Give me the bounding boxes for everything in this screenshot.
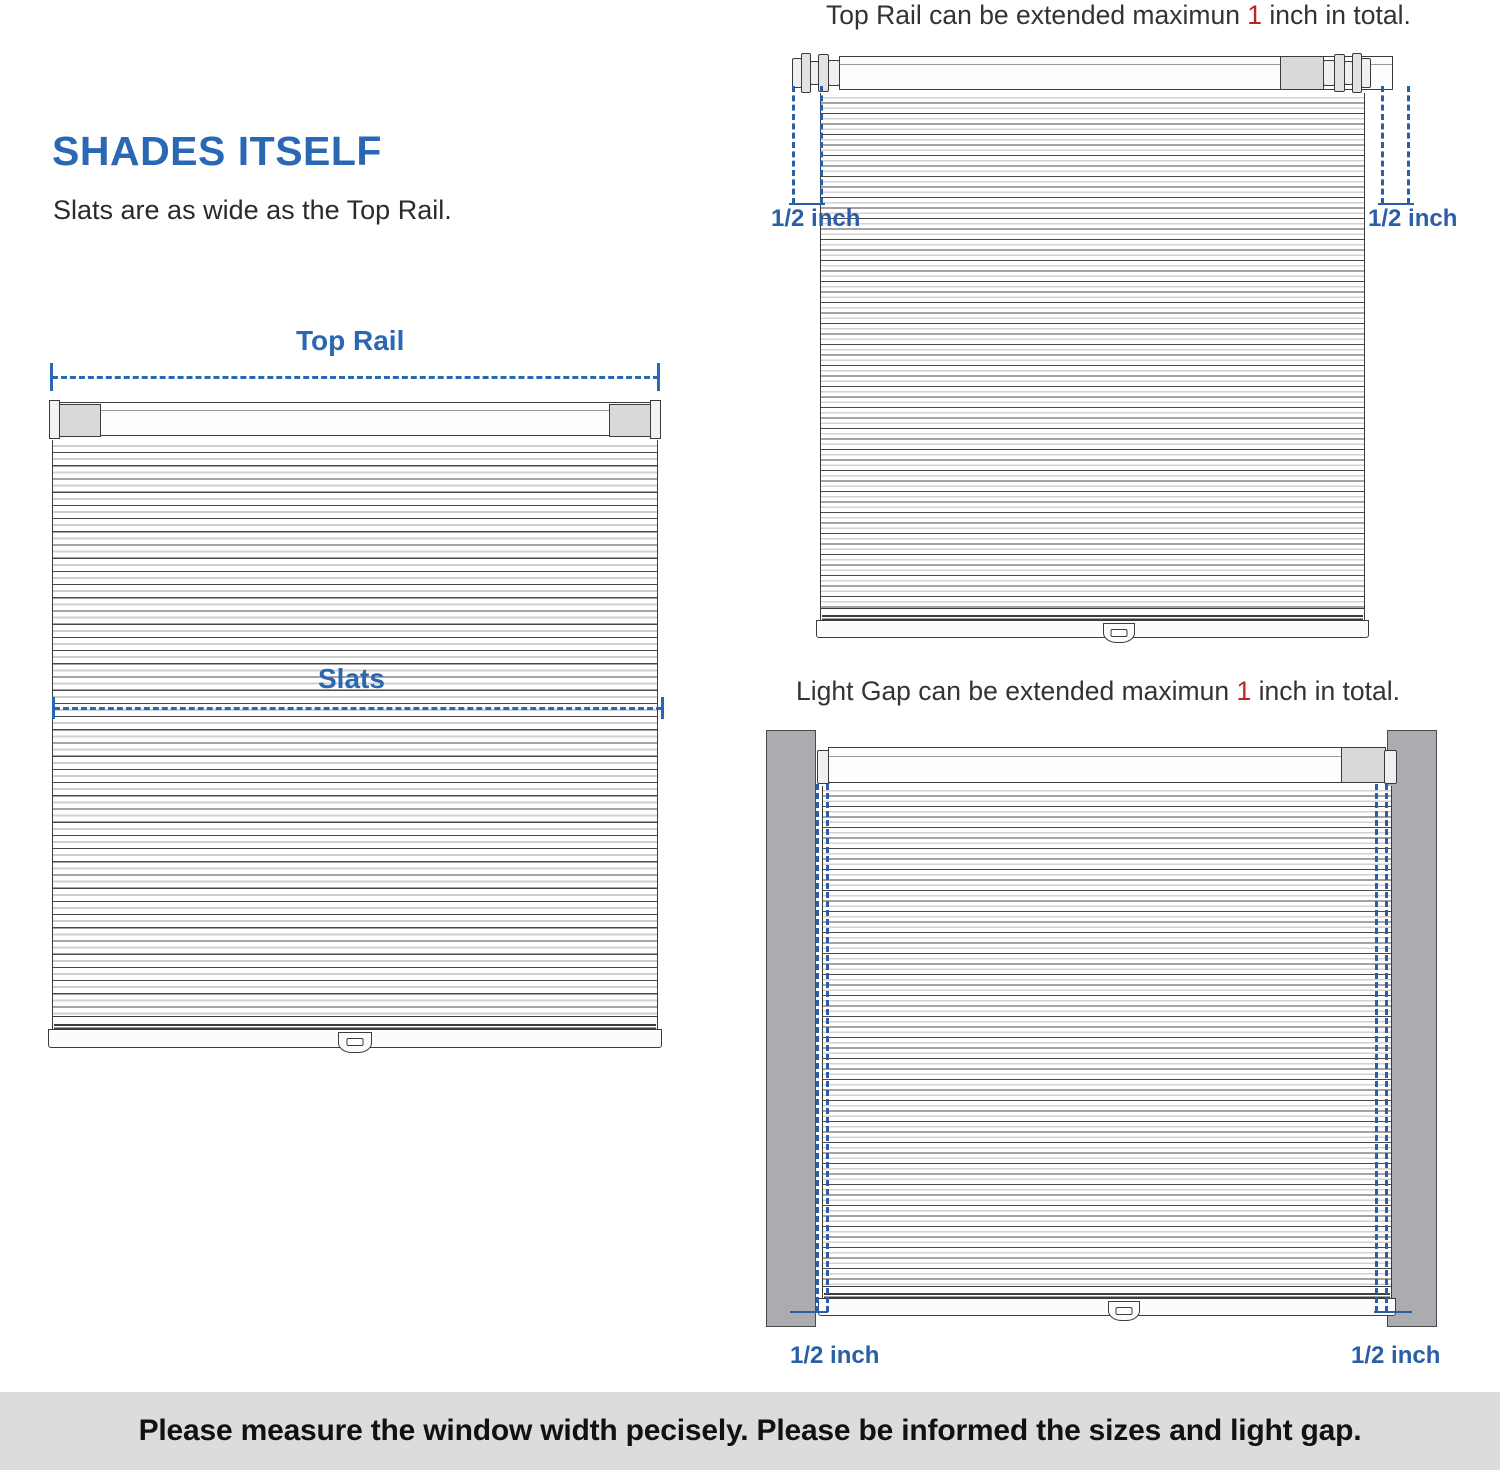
shade-slats-body	[820, 93, 1365, 613]
footer-banner	[0, 1392, 1500, 1470]
top-rail-dimension-line	[52, 376, 659, 379]
top-rail-extend-note	[826, 0, 1411, 31]
light-gap-guide-right-outer	[1385, 784, 1388, 1312]
shade-assembly-light-gap	[812, 742, 1402, 1332]
bottom-rail-handle[interactable]	[338, 1032, 372, 1053]
extension-guide-outer-left	[792, 86, 795, 204]
light-gap-guide-right-inner	[1375, 784, 1378, 1312]
gap-label-right: 1/2 inch	[1351, 1342, 1441, 1369]
note-number: 1	[1236, 676, 1252, 706]
bottom-rail-lip	[818, 1298, 1396, 1316]
extension-guide-outer-right	[1407, 86, 1410, 204]
light-gap-tick-right	[1374, 1311, 1412, 1313]
note-prefix: Light Gap can be extended maximun	[796, 676, 1237, 706]
top-rail-groove	[829, 756, 1385, 757]
window-frame-wall-left	[766, 730, 816, 1327]
bottom-rail-handle[interactable]	[1103, 623, 1135, 643]
note-number: 1	[1247, 0, 1263, 30]
top-rail-bar	[52, 402, 658, 436]
note-suffix: inch in total.	[1262, 0, 1411, 30]
shade-slats-body	[822, 786, 1392, 1291]
top-rail-endplate-right	[650, 400, 661, 439]
light-gap-tick-left	[790, 1311, 828, 1313]
page-title: SHADES ITSELF	[52, 128, 382, 174]
extension-guide-inner-right	[1381, 86, 1384, 204]
bottom-rail-lip	[816, 620, 1369, 638]
shade-assembly-extended-rail	[790, 48, 1440, 648]
slats-dimension-line	[54, 707, 662, 710]
top-rail-bracket-right	[1341, 747, 1386, 783]
shade-slats-body	[52, 440, 658, 1018]
note-suffix: inch in total.	[1251, 676, 1401, 706]
rail-endcap-right	[1384, 750, 1397, 784]
top-rail-label: Top Rail	[296, 325, 405, 356]
top-rail-bracket-right	[609, 404, 651, 437]
top-rail-bar	[828, 747, 1386, 783]
light-gap-guide-left-inner	[826, 784, 829, 1312]
slats-label: Slats	[318, 663, 385, 694]
gap-label-left: 1/2 inch	[790, 1342, 880, 1369]
light-gap-extend-note	[796, 676, 1400, 707]
gap-label-right: 1/2 inch	[1368, 205, 1458, 232]
top-rail-bracket-left	[59, 404, 101, 437]
note-prefix: Top Rail can be extended maximun	[826, 0, 1248, 30]
top-rail-groove	[53, 410, 657, 411]
top-rail-bracket-right	[1280, 56, 1324, 90]
gap-label-left: 1/2 inch	[771, 205, 861, 232]
tension-rod-endcap-right-outer	[1361, 58, 1371, 88]
page-subtitle: Slats are as wide as the Top Rail.	[53, 195, 452, 225]
light-gap-guide-left-outer	[816, 784, 819, 1312]
footer-message: Please measure the window width pecisely. Please be informed the sizes and light gap.	[138, 1414, 1362, 1447]
extension-guide-inner-left	[820, 86, 823, 204]
bottom-rail-handle[interactable]	[1108, 1301, 1140, 1321]
shade-assembly-main	[45, 398, 665, 1048]
